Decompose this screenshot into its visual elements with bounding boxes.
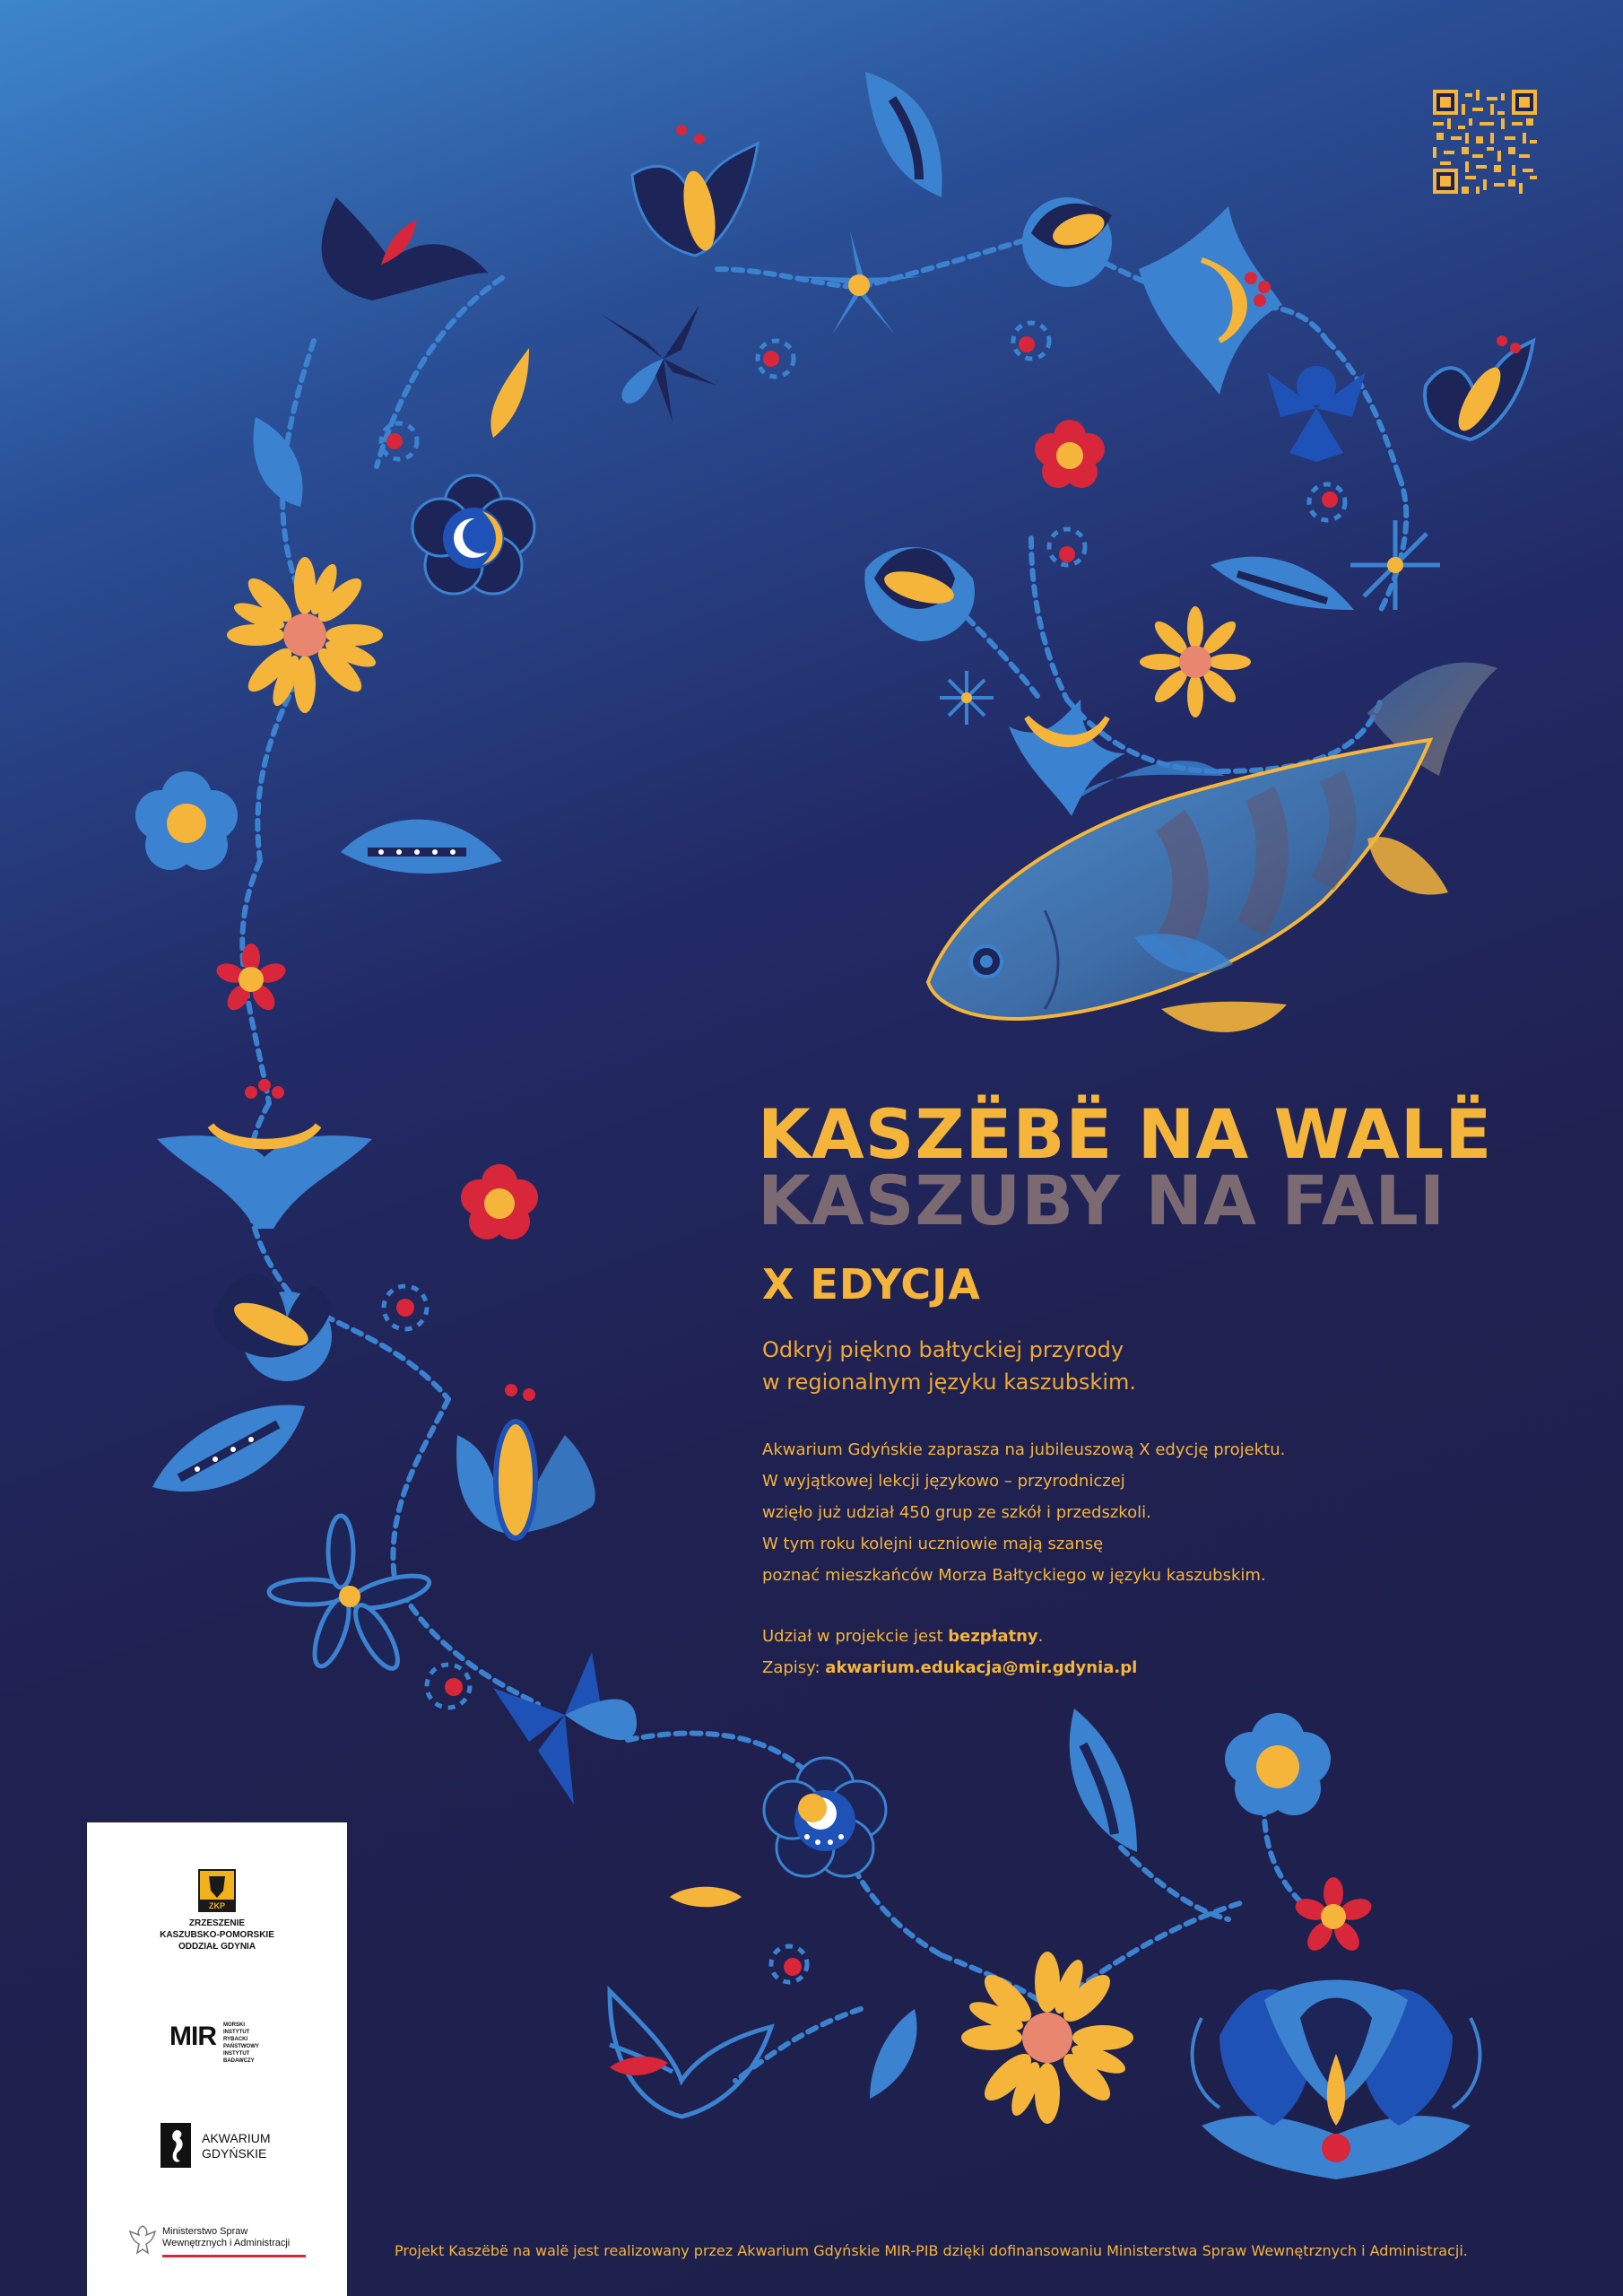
ministry-logo[interactable] <box>128 2222 334 2267</box>
body-text <box>762 1434 1569 1591</box>
body-line: Akwarium Gdyńskie zaprasza na jubileuszową X edycję projektu. <box>762 1440 1286 1459</box>
eagle-emblem-icon <box>128 2222 157 2258</box>
edition-label: X EDYCJA <box>762 1260 981 1309</box>
zkp-name: ZRZESZENIE KASZUBSKO-POMORSKIE ODDZIAŁ GDYNIA <box>160 1918 274 1952</box>
free-value: bezpłatny <box>948 1627 1038 1646</box>
title-polish: KASZUBY NA FALI <box>758 1161 1446 1240</box>
body-line: W tym roku kolejni uczniowie mają szansę <box>762 1535 1104 1553</box>
signup-email-link[interactable]: akwarium.edukacja@mir.gdynia.pl <box>825 1658 1138 1677</box>
mir-wordmark: MIR <box>169 2022 216 2051</box>
body-line: poznać mieszkańców Morza Bałtyckiego w języku kaszubskim. <box>762 1566 1266 1585</box>
email-prefix: Zapisy: <box>762 1658 826 1677</box>
ministry-name: Ministerstwo Spraw Wewnętrznych i Administracji <box>162 2226 291 2248</box>
seahorse-icon <box>161 2123 191 2168</box>
free-suffix: . <box>1037 1627 1044 1646</box>
partner-logos-panel <box>87 1822 347 2296</box>
akwarium-logo[interactable] <box>161 2123 313 2173</box>
qr-code-icon[interactable] <box>1433 90 1537 194</box>
intro-line: w regionalnym języku kaszubskim. <box>762 1370 1136 1395</box>
free-prefix: Udział w projekcie jest <box>762 1627 949 1646</box>
free-participation <box>762 1621 1569 1652</box>
intro-text <box>762 1334 1497 1398</box>
body-line: W wyjątkowej lekcji językowo – przyrodniczej <box>762 1472 1125 1491</box>
zkp-logo[interactable] <box>87 1869 347 1952</box>
zkp-badge-text: ZKP <box>209 1901 225 1910</box>
body-line: wzięło już udział 450 grup ze szkół i przedszkoli. <box>762 1503 1151 1522</box>
mir-subtitle: MORSKI INSTYTUT RYBACKI PAŃSTWOWY INSTYTUT BADAWCZY <box>223 2022 259 2064</box>
title-kashubian: KASZËBË NA WALË <box>758 1094 1493 1174</box>
signup-info <box>762 1621 1569 1683</box>
fish-illustration <box>901 641 1520 1072</box>
intro-line: Odkryj piękno bałtyckiej przyrody <box>762 1337 1124 1362</box>
zkp-badge-icon <box>198 1869 236 1912</box>
signup-email-line <box>762 1652 1569 1683</box>
ministry-red-line <box>162 2255 306 2257</box>
footer-funding-note: Projekt Kaszëbë na walë jest realizowany przez Akwarium Gdyńskie MIR-PIB dzięki dofinansowaniu Ministerstwa Spraw Wewnętrznych i Administracji. <box>395 2242 1468 2259</box>
mir-logo[interactable] <box>169 2016 268 2066</box>
akwarium-name: AKWARIUM GDYŃSKIE <box>202 2131 271 2161</box>
